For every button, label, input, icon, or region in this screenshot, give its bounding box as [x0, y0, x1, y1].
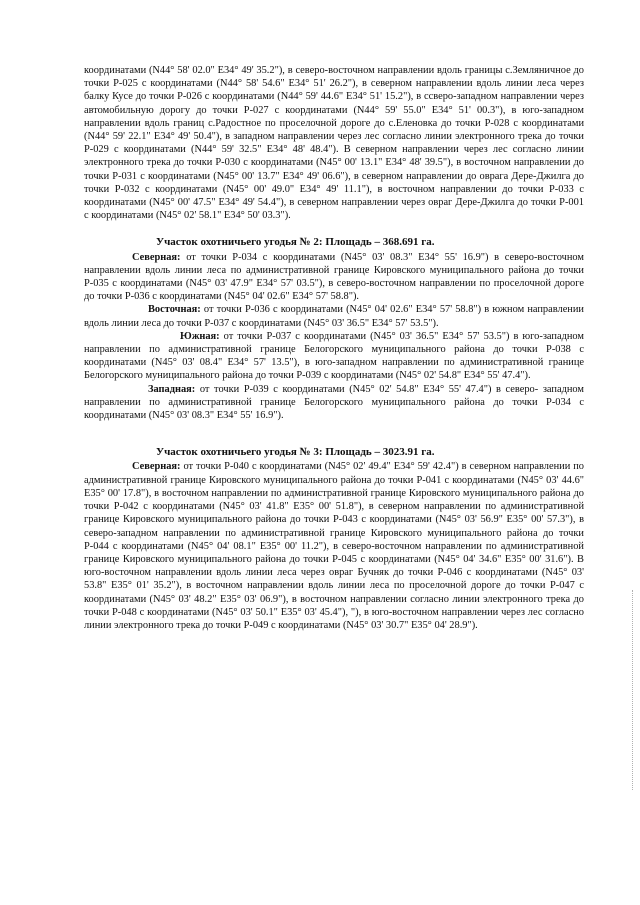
scan-edge-mark	[632, 590, 634, 790]
north-boundary-text: от точки Р-040 с координатами (N45° 02' 49.4" E34° 59' 42.4") в северном направлении по административной границе Кировского муниципального района до точки Р-041 с координатами (N45° 03' 44.6" E35° 00' 17.8"), в восточном направлении по административной границе Кировского муниципального района до точки Р-042 с координатами (N45° 03' 41.8" E35° 00' 51.8"), в северном направлении по административной границе Кировского муниципального района до точки Р-043 с координатами (N45° 03' 56.9" E35° 00' 57.3"), в северо-западном направлении по административной границе Кировского муниципального района до точки Р-044 с координатами (N45° 04' 08.1" E35° 00' 11.2"), в северо-восточном направлении по административной границе Кировского муниципального района до точки Р-045 с координатами (N45° 04' 34.6" E35° 00' 31.6"). В юго-восточном направлении вдоль линии леса через овраг Бучняк до точки Р-046 с координатами (N45° 03' 53.8" E35° 01' 35.2"), в восточном направлении вдоль линии леса по проселочной дороге до точки Р-047 с координатами (N45° 03' 48.2" E35° 03' 06.9"), в восточном направлении согласно линии электронного трека до точки Р-048 с координатами (N45° 03' 50.1" E35° 03' 45.4"), "), в юго-восточном направлении через лес согласно линии электронного трека до точки Р-049 с координатами (N45° 03' 30.7" E35° 04' 28.9").	[84, 461, 584, 631]
section-2-east-paragraph	[84, 303, 584, 329]
south-boundary-text: от точки Р-037 с координатами (N45° 03' 36.5" E34° 57' 53.5") в юго-западном направлении по административной границе Белогорского муниципального района до точки Р-038 с координатами (N45° 03' 08.4" E34° 57' 13.5"), в юго-западном направлении по административной границе Белогорского муниципального района до точки Р-039 с координатами (N45° 02' 54.8" E34° 55' 47.4").	[84, 330, 584, 382]
document-page	[84, 64, 584, 632]
east-boundary-text: от точки Р-036 с координатами (N45° 04' 02.6" E34° 57' 58.8") в южном направлении вдоль линии леса до точки Р-037 с координатами (N45° 03' 36.5" E34° 57' 53.5").	[84, 304, 584, 329]
section-3-heading: Участок охотничьего угодья № 3: Площадь – 3023.91 га.	[156, 446, 435, 459]
west-boundary-label: Западная:	[148, 383, 196, 395]
section-2-west-paragraph	[84, 383, 584, 423]
section-2-north-paragraph	[84, 251, 584, 304]
section-3-north-paragraph	[84, 460, 584, 632]
north-boundary-text: от точки Р-034 с координатами (N45° 03' 08.3" E34° 55' 16.9") в северо-восточном направлении вдоль линии леса по административной границе Кировского муниципального района до точки Р-035 с координатами (N45° 03' 47.9" E34° 57' 03.5"), в северо-восточном направлении по проселочной дороге до точки Р-036 с координатами (N45° 04' 02.6" E34° 57' 58.8").	[84, 251, 584, 303]
section-spacer	[84, 422, 584, 432]
west-boundary-text: от точки Р-039 с координатами (N45° 02' 54.8" E34° 55' 47.4") в северо- западном направлении по административной границе Белогорского муниципального района до точки Р-034 с координатами (N45° 03' 08.3" E34° 55' 16.9").	[84, 383, 584, 422]
section-2-heading: Участок охотничьего угодья № 2: Площадь – 368.691 га.	[156, 236, 435, 249]
north-boundary-label: Северная:	[132, 251, 181, 263]
east-boundary-label: Восточная:	[148, 304, 201, 316]
south-boundary-label: Южная:	[180, 330, 220, 342]
section-2-south-paragraph	[84, 330, 584, 383]
previous-section-continuation: координатами (N44° 58' 02.0" E34° 49' 35.2"), в северо-восточном направлении вдоль границы с.Земляничное до точки Р-025 с координатами (N44° 58' 54.6" E34° 51' 26.2"), в северном направлении вдоль линии леса через балку Кусе до точки Р-026 с координатами (N44° 59' 44.6" E34° 51' 15.2"), в ссверо-западном направлении через автомобильную дорогу до точки Р-027 с координатами (N44° 59' 55.0" E34° 51' 00.3"), в юго-западном направлении вдоль границ с.Радостное по проселочной дороге до с.Еленовка до точки Р-028 с координатами (N44° 59' 22.1" E34° 49' 50.4"), в западном направлении через лес согласно линии электронного трека до точки Р-029 с координатами (N44° 59' 32.5" E34° 48' 48.4"). В северном направлении через лес согласно линии электронного трека до точки Р-030 с координатами (N45° 00' 13.1" E34° 48' 39.5"), в восточном направлении до точки Р-031 с координатами (N45° 00' 13.7" E34° 49' 06.6"), в северном направлении до оврага Дере-Джилга до точки Р-032 с координатами (N45° 00' 49.0" E34° 49' 11.1"), в восточном направлении до точки Р-033 с координатами (N45° 00' 47.5" E34° 49' 54.4"), в северном направлении через овраг Дере-Джилга до точки Р-001 с координатами (N45° 02' 58.1" E34° 50' 03.3").	[84, 65, 584, 222]
north-boundary-label: Северная:	[132, 461, 181, 473]
